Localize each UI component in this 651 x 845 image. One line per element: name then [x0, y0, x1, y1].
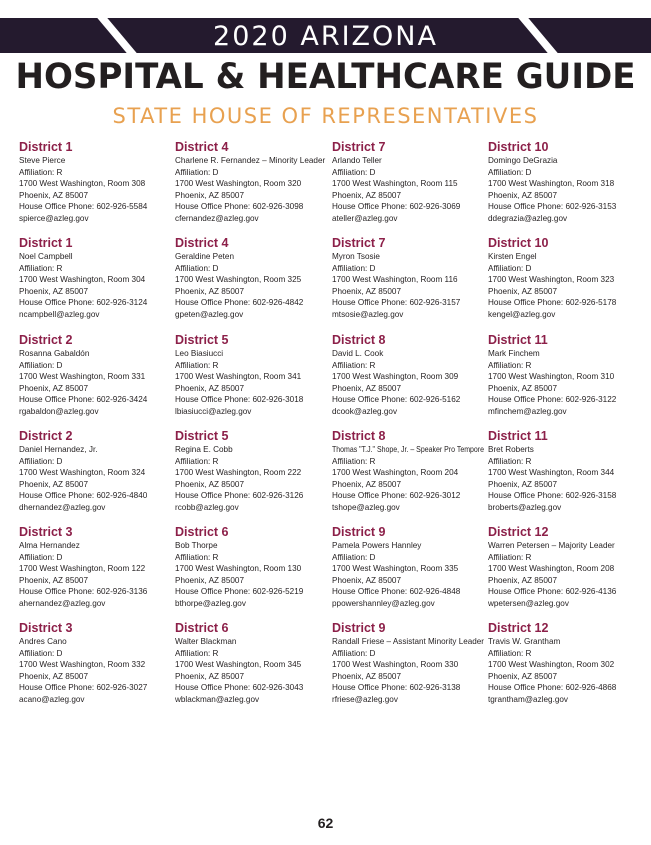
representative-entry: [332, 236, 492, 321]
representative-name: Noel Campbell: [19, 251, 73, 261]
representative-entry: [19, 236, 179, 321]
district-label: District 7: [332, 236, 386, 250]
representative-name: Arlando Teller: [332, 155, 382, 165]
office-city: Phoenix, AZ 85007: [488, 478, 557, 489]
district-label: District 2: [19, 429, 73, 443]
office-city: Phoenix, AZ 85007: [332, 285, 401, 296]
affiliation: Affiliation: R: [175, 359, 219, 370]
affiliation: Affiliation: D: [19, 647, 63, 658]
representative-name: Steve Pierce: [19, 155, 66, 165]
affiliation: Affiliation: D: [488, 166, 532, 177]
banner-title: 2020 ARIZONA: [213, 21, 438, 52]
office-address: 1700 West Washington, Room 344: [488, 467, 615, 478]
email-address: tgrantham@azleg.gov: [488, 693, 569, 704]
email-address: rcobb@azleg.gov: [175, 501, 239, 512]
office-city: Phoenix, AZ 85007: [19, 574, 88, 585]
representative-entry: [488, 333, 648, 418]
representative-entry: [175, 333, 335, 418]
office-city: Phoenix, AZ 85007: [332, 189, 401, 200]
district-label: District 11: [488, 333, 548, 347]
office-address: 1700 West Washington, Room 335: [332, 563, 459, 574]
email-address: gpeten@azleg.gov: [175, 308, 244, 319]
affiliation: Affiliation: R: [175, 551, 219, 562]
office-address: 1700 West Washington, Room 318: [488, 178, 615, 189]
affiliation: Affiliation: D: [175, 166, 219, 177]
representative-entry: [175, 236, 335, 321]
office-phone: House Office Phone: 602-926-3153: [488, 201, 617, 212]
office-city: Phoenix, AZ 85007: [175, 382, 244, 393]
affiliation: Affiliation: R: [488, 551, 532, 562]
affiliation: Affiliation: D: [19, 455, 63, 466]
district-label: District 4: [175, 140, 229, 154]
representative-name: Mark Finchem: [488, 348, 540, 358]
office-city: Phoenix, AZ 85007: [175, 670, 244, 681]
representative-name: Myron Tsosie: [332, 251, 380, 261]
representative-name: Kirsten Engel: [488, 251, 537, 261]
office-address: 1700 West Washington, Room 208: [488, 563, 615, 574]
representative-entry: [332, 333, 492, 418]
office-city: Phoenix, AZ 85007: [488, 382, 557, 393]
office-city: Phoenix, AZ 85007: [488, 574, 557, 585]
district-label: District 10: [488, 140, 549, 154]
email-address: rfriese@azleg.gov: [332, 693, 398, 704]
office-city: Phoenix, AZ 85007: [332, 478, 401, 489]
affiliation: Affiliation: D: [488, 262, 532, 273]
office-address: 1700 West Washington, Room 325: [175, 274, 302, 285]
affiliation: Affiliation: R: [488, 647, 532, 658]
office-phone: House Office Phone: 602-926-5219: [175, 586, 304, 597]
email-address: acano@azleg.gov: [19, 693, 85, 704]
office-address: 1700 West Washington, Room 116: [332, 274, 458, 285]
office-city: Phoenix, AZ 85007: [488, 189, 557, 200]
office-address: 1700 West Washington, Room 302: [488, 659, 615, 670]
district-label: District 8: [332, 333, 386, 347]
email-address: mfinchem@azleg.gov: [488, 405, 567, 416]
office-city: Phoenix, AZ 85007: [175, 478, 244, 489]
affiliation: Affiliation: D: [332, 551, 376, 562]
email-address: mtsosie@azleg.gov: [332, 308, 404, 319]
representative-name: Randall Friese – Assistant Minority Leader: [332, 636, 484, 646]
office-phone: House Office Phone: 602-926-3043: [175, 682, 304, 693]
affiliation: Affiliation: R: [332, 359, 376, 370]
representative-entry: [175, 621, 335, 706]
representative-entry: [175, 429, 335, 514]
district-label: District 6: [175, 621, 229, 635]
office-city: Phoenix, AZ 85007: [19, 189, 88, 200]
representative-entry: [488, 236, 648, 321]
district-label: District 6: [175, 525, 229, 539]
representatives-directory: [19, 140, 649, 720]
representative-name: Rosanna Gabaldón: [19, 348, 90, 358]
representative-name: Warren Petersen – Majority Leader: [488, 540, 615, 550]
office-phone: House Office Phone: 602-926-3098: [175, 201, 304, 212]
office-address: 1700 West Washington, Room 122: [19, 563, 146, 574]
office-city: Phoenix, AZ 85007: [332, 382, 401, 393]
page-title: HOSPITAL & HEALTHCARE GUIDE: [15, 57, 636, 97]
affiliation: Affiliation: R: [332, 455, 376, 466]
affiliation: Affiliation: R: [488, 359, 532, 370]
representative-name: Bret Roberts: [488, 444, 534, 454]
district-label: District 12: [488, 621, 549, 635]
office-phone: House Office Phone: 602-926-3424: [19, 394, 148, 405]
office-city: Phoenix, AZ 85007: [19, 670, 88, 681]
office-city: Phoenix, AZ 85007: [19, 478, 88, 489]
representative-entry: [488, 525, 648, 610]
email-address: bthorpe@azleg.gov: [175, 597, 246, 608]
office-address: 1700 West Washington, Room 332: [19, 659, 146, 670]
representative-name: Andres Cano: [19, 636, 67, 646]
representative-name: Regina E. Cobb: [175, 444, 233, 454]
email-address: lbiasiucci@azleg.gov: [175, 405, 252, 416]
district-label: District 2: [19, 333, 73, 347]
email-address: dcook@azleg.gov: [332, 405, 398, 416]
district-label: District 8: [332, 429, 386, 443]
district-label: District 1: [19, 140, 73, 154]
email-address: cfernandez@azleg.gov: [175, 212, 259, 223]
office-address: 1700 West Washington, Room 320: [175, 178, 302, 189]
email-address: ppowershannley@azleg.gov: [332, 597, 435, 608]
district-label: District 4: [175, 236, 229, 250]
office-phone: House Office Phone: 602-926-3122: [488, 394, 617, 405]
email-address: broberts@azleg.gov: [488, 501, 562, 512]
office-phone: House Office Phone: 602-926-4136: [488, 586, 617, 597]
office-address: 1700 West Washington, Room 323: [488, 274, 615, 285]
office-phone: House Office Phone: 602-926-3018: [175, 394, 304, 405]
affiliation: Affiliation: R: [19, 166, 63, 177]
office-phone: House Office Phone: 602-926-5178: [488, 297, 617, 308]
office-phone: House Office Phone: 602-926-3158: [488, 490, 617, 501]
office-address: 1700 West Washington, Room 330: [332, 659, 459, 670]
office-phone: House Office Phone: 602-926-4848: [332, 586, 461, 597]
office-phone: House Office Phone: 602-926-4840: [19, 490, 148, 501]
office-city: Phoenix, AZ 85007: [175, 574, 244, 585]
office-city: Phoenix, AZ 85007: [175, 189, 244, 200]
email-address: dhernandez@azleg.gov: [19, 501, 106, 512]
district-label: District 11: [488, 429, 548, 443]
representative-entry: [332, 429, 492, 514]
representative-name: David L. Cook: [332, 348, 384, 358]
page-number: 62: [317, 815, 334, 831]
office-phone: House Office Phone: 602-926-3138: [332, 682, 461, 693]
office-phone: House Office Phone: 602-926-3136: [19, 586, 148, 597]
email-address: ahernandez@azleg.gov: [19, 597, 106, 608]
representative-entry: [19, 429, 179, 514]
office-phone: House Office Phone: 602-926-4842: [175, 297, 304, 308]
office-phone: House Office Phone: 602-926-3012: [332, 490, 461, 501]
representative-name: Domingo DeGrazia: [488, 155, 558, 165]
representative-name: Alma Hernandez: [19, 540, 80, 550]
office-city: Phoenix, AZ 85007: [332, 574, 401, 585]
district-label: District 9: [332, 621, 386, 635]
district-label: District 9: [332, 525, 386, 539]
email-address: ateller@azleg.gov: [332, 212, 398, 223]
representative-entry: [175, 140, 335, 225]
office-address: 1700 West Washington, Room 309: [332, 371, 459, 382]
affiliation: Affiliation: D: [175, 262, 219, 273]
affiliation: Affiliation: D: [332, 262, 376, 273]
office-phone: House Office Phone: 602-926-3157: [332, 297, 461, 308]
representative-name: Charlene R. Fernandez – Minority Leader: [175, 155, 326, 165]
office-address: 1700 West Washington, Room 341: [175, 371, 302, 382]
district-label: District 1: [19, 236, 73, 250]
email-address: kengel@azleg.gov: [488, 308, 556, 319]
affiliation: Affiliation: R: [175, 455, 219, 466]
office-address: 1700 West Washington, Room 345: [175, 659, 302, 670]
office-city: Phoenix, AZ 85007: [175, 285, 244, 296]
representative-entry: [488, 621, 648, 706]
district-label: District 3: [19, 525, 73, 539]
email-address: ncampbell@azleg.gov: [19, 308, 100, 319]
affiliation: Affiliation: R: [19, 262, 63, 273]
office-phone: House Office Phone: 602-926-5162: [332, 394, 461, 405]
representative-entry: [19, 525, 179, 610]
affiliation: Affiliation: D: [332, 647, 376, 658]
email-address: spierce@azleg.gov: [19, 212, 89, 223]
representative-entry: [488, 429, 648, 514]
affiliation: Affiliation: D: [19, 359, 63, 370]
affiliation: Affiliation: D: [19, 551, 63, 562]
representative-entry: [332, 140, 492, 225]
email-address: ddegrazia@azleg.gov: [488, 212, 568, 223]
office-address: 1700 West Washington, Room 304: [19, 274, 146, 285]
affiliation: Affiliation: D: [332, 166, 376, 177]
office-phone: House Office Phone: 602-926-3126: [175, 490, 304, 501]
office-address: 1700 West Washington, Room 331: [19, 371, 146, 382]
office-phone: House Office Phone: 602-926-3027: [19, 682, 148, 693]
representative-name: Walter Blackman: [175, 636, 237, 646]
representative-entry: [332, 525, 492, 610]
representative-entry: [19, 140, 179, 225]
office-city: Phoenix, AZ 85007: [488, 285, 557, 296]
representative-name: Leo Biasiucci: [175, 348, 224, 358]
office-address: 1700 West Washington, Room 130: [175, 563, 302, 574]
representative-name: Geraldine Peten: [175, 251, 235, 261]
representative-entry: [175, 525, 335, 610]
representative-name: Pamela Powers Hannley: [332, 540, 422, 550]
office-city: Phoenix, AZ 85007: [19, 382, 88, 393]
office-address: 1700 West Washington, Room 115: [332, 178, 458, 189]
district-label: District 3: [19, 621, 73, 635]
office-phone: House Office Phone: 602-926-3069: [332, 201, 461, 212]
representative-name: Thomas "T.J." Shope, Jr. – Speaker Pro Tempore: [332, 444, 485, 454]
office-city: Phoenix, AZ 85007: [19, 285, 88, 296]
district-label: District 5: [175, 429, 229, 443]
page-subtitle: STATE HOUSE OF REPRESENTATIVES: [112, 104, 539, 128]
office-phone: House Office Phone: 602-926-5584: [19, 201, 148, 212]
email-address: tshope@azleg.gov: [332, 501, 400, 512]
office-city: Phoenix, AZ 85007: [332, 670, 401, 681]
header-banner: [0, 18, 651, 53]
representative-entry: [19, 333, 179, 418]
office-phone: House Office Phone: 602-926-3124: [19, 297, 148, 308]
representative-name: Bob Thorpe: [175, 540, 218, 550]
representative-name: Travis W. Grantham: [488, 636, 561, 646]
representative-name: Daniel Hernandez, Jr.: [19, 444, 98, 454]
office-city: Phoenix, AZ 85007: [488, 670, 557, 681]
district-label: District 7: [332, 140, 386, 154]
office-address: 1700 West Washington, Room 324: [19, 467, 146, 478]
office-address: 1700 West Washington, Room 310: [488, 371, 615, 382]
district-label: District 10: [488, 236, 549, 250]
representative-entry: [19, 621, 179, 706]
office-address: 1700 West Washington, Room 222: [175, 467, 302, 478]
representative-entry: [332, 621, 492, 706]
email-address: rgabaldon@azleg.gov: [19, 405, 99, 416]
district-label: District 12: [488, 525, 549, 539]
office-phone: House Office Phone: 602-926-4868: [488, 682, 617, 693]
representative-entry: [488, 140, 648, 225]
district-label: District 5: [175, 333, 229, 347]
email-address: wblackman@azleg.gov: [175, 693, 260, 704]
email-address: wpetersen@azleg.gov: [488, 597, 569, 608]
office-address: 1700 West Washington, Room 308: [19, 178, 146, 189]
affiliation: Affiliation: R: [488, 455, 532, 466]
affiliation: Affiliation: R: [175, 647, 219, 658]
office-address: 1700 West Washington, Room 204: [332, 467, 459, 478]
